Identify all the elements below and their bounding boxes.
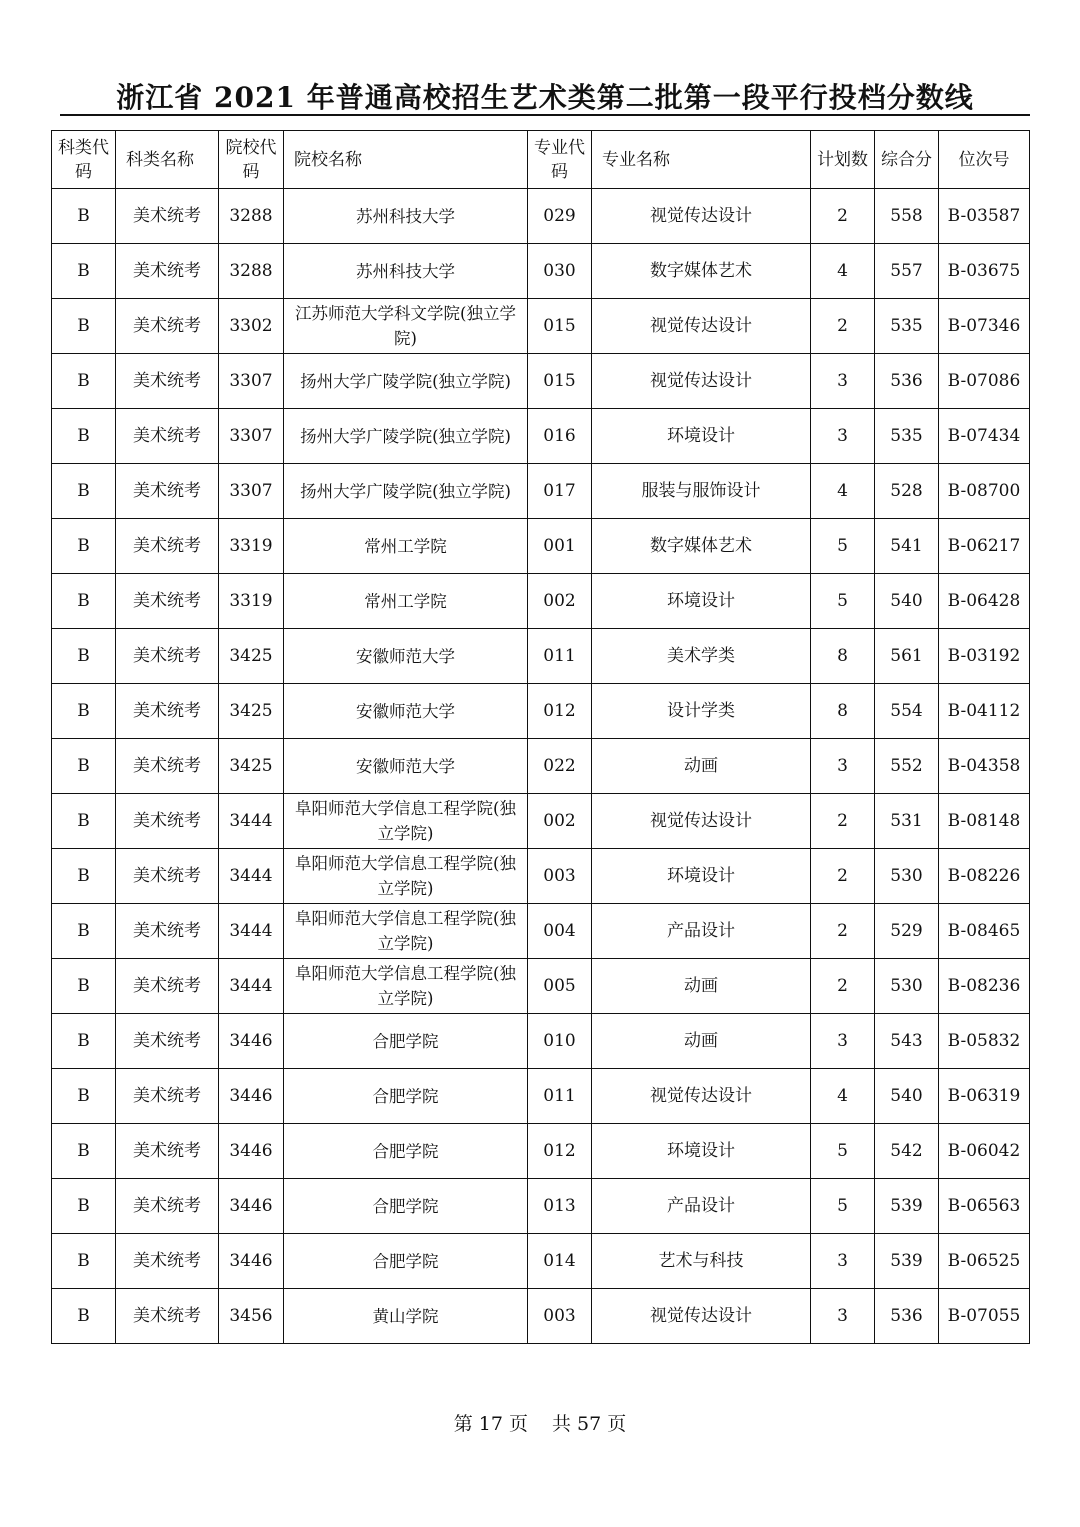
major-name-cell: 环境设计 (592, 574, 811, 629)
category-code-cell: B (52, 849, 116, 904)
table-row (52, 189, 1030, 244)
major-code-cell: 022 (528, 739, 592, 794)
major-name-cell: 数字媒体艺术 (592, 519, 811, 574)
rank-number-cell: B-07346 (939, 299, 1030, 354)
category-name-cell: 美术统考 (116, 959, 219, 1014)
rank-number-cell: B-06525 (939, 1234, 1030, 1289)
title-underline (60, 114, 1030, 116)
category-name-cell: 美术统考 (116, 629, 219, 684)
table-body (52, 189, 1030, 1344)
rank-number-cell: B-06563 (939, 1179, 1030, 1234)
major-code-cell: 003 (528, 849, 592, 904)
plan-count-cell: 2 (811, 849, 875, 904)
major-code-cell: 030 (528, 244, 592, 299)
rank-number-cell: B-05832 (939, 1014, 1030, 1069)
major-code-cell: 012 (528, 684, 592, 739)
category-name-cell: 美术统考 (116, 1234, 219, 1289)
school-code-cell: 3307 (219, 464, 284, 519)
header-plan-count: 计划数 (811, 131, 875, 189)
table-row (52, 519, 1030, 574)
header-school-code: 院校代码 (219, 131, 284, 189)
composite-score-cell: 552 (875, 739, 939, 794)
school-code-cell: 3425 (219, 684, 284, 739)
table-row (52, 904, 1030, 959)
school-name-cell: 扬州大学广陵学院(独立学院) (284, 464, 528, 519)
table-row (52, 299, 1030, 354)
school-code-cell: 3444 (219, 904, 284, 959)
school-code-cell: 3446 (219, 1069, 284, 1124)
rank-number-cell: B-06428 (939, 574, 1030, 629)
header-school-name: 院校名称 (284, 131, 528, 189)
header-composite-score: 综合分 (875, 131, 939, 189)
major-name-cell: 动画 (592, 1014, 811, 1069)
score-table (51, 130, 1030, 1344)
major-code-cell: 010 (528, 1014, 592, 1069)
composite-score-cell: 531 (875, 794, 939, 849)
rank-number-cell: B-08148 (939, 794, 1030, 849)
category-name-cell: 美术统考 (116, 244, 219, 299)
major-name-cell: 视觉传达设计 (592, 1069, 811, 1124)
school-code-cell: 3307 (219, 409, 284, 464)
school-name-cell: 安徽师范大学 (284, 739, 528, 794)
rank-number-cell: B-07055 (939, 1289, 1030, 1344)
composite-score-cell: 539 (875, 1234, 939, 1289)
table-row (52, 1289, 1030, 1344)
school-code-cell: 3288 (219, 189, 284, 244)
rank-number-cell: B-03587 (939, 189, 1030, 244)
school-name-cell: 安徽师范大学 (284, 629, 528, 684)
major-code-cell: 011 (528, 1069, 592, 1124)
major-name-cell: 视觉传达设计 (592, 189, 811, 244)
school-name-cell: 扬州大学广陵学院(独立学院) (284, 354, 528, 409)
plan-count-cell: 2 (811, 794, 875, 849)
plan-count-cell: 5 (811, 519, 875, 574)
category-name-cell: 美术统考 (116, 1124, 219, 1179)
category-code-cell: B (52, 1124, 116, 1179)
rank-number-cell: B-08236 (939, 959, 1030, 1014)
school-name-cell: 苏州科技大学 (284, 244, 528, 299)
composite-score-cell: 530 (875, 849, 939, 904)
major-name-cell: 产品设计 (592, 1179, 811, 1234)
school-code-cell: 3444 (219, 849, 284, 904)
composite-score-cell: 557 (875, 244, 939, 299)
category-code-cell: B (52, 794, 116, 849)
school-code-cell: 3319 (219, 574, 284, 629)
category-name-cell: 美术统考 (116, 1289, 219, 1344)
category-code-cell: B (52, 904, 116, 959)
major-code-cell: 003 (528, 1289, 592, 1344)
major-name-cell: 设计学类 (592, 684, 811, 739)
table-row (52, 849, 1030, 904)
major-code-cell: 011 (528, 629, 592, 684)
table-row (52, 574, 1030, 629)
major-name-cell: 视觉传达设计 (592, 299, 811, 354)
composite-score-cell: 554 (875, 684, 939, 739)
category-code-cell: B (52, 1234, 116, 1289)
rank-number-cell: B-04358 (939, 739, 1030, 794)
plan-count-cell: 5 (811, 1124, 875, 1179)
major-name-cell: 动画 (592, 739, 811, 794)
category-name-cell: 美术统考 (116, 904, 219, 959)
plan-count-cell: 8 (811, 629, 875, 684)
page-title: 浙江省 2021 年普通高校招生艺术类第二批第一段平行投档分数线 (116, 81, 974, 114)
category-name-cell: 美术统考 (116, 739, 219, 794)
major-code-cell: 002 (528, 794, 592, 849)
plan-count-cell: 3 (811, 354, 875, 409)
rank-number-cell: B-03675 (939, 244, 1030, 299)
category-name-cell: 美术统考 (116, 684, 219, 739)
plan-count-cell: 4 (811, 244, 875, 299)
plan-count-cell: 8 (811, 684, 875, 739)
major-name-cell: 服装与服饰设计 (592, 464, 811, 519)
category-code-cell: B (52, 574, 116, 629)
category-code-cell: B (52, 244, 116, 299)
rank-number-cell: B-08465 (939, 904, 1030, 959)
school-code-cell: 3446 (219, 1124, 284, 1179)
school-name-cell: 合肥学院 (284, 1124, 528, 1179)
major-code-cell: 001 (528, 519, 592, 574)
category-name-cell: 美术统考 (116, 464, 219, 519)
table-row (52, 1179, 1030, 1234)
major-code-cell: 017 (528, 464, 592, 519)
school-code-cell: 3444 (219, 959, 284, 1014)
composite-score-cell: 561 (875, 629, 939, 684)
major-code-cell: 002 (528, 574, 592, 629)
major-name-cell: 视觉传达设计 (592, 794, 811, 849)
table-header-row (52, 131, 1030, 189)
table-row (52, 794, 1030, 849)
plan-count-cell: 3 (811, 1289, 875, 1344)
category-name-cell: 美术统考 (116, 794, 219, 849)
school-code-cell: 3307 (219, 354, 284, 409)
major-name-cell: 艺术与科技 (592, 1234, 811, 1289)
school-name-cell: 阜阳师范大学信息工程学院(独立学院) (284, 794, 528, 849)
composite-score-cell: 536 (875, 354, 939, 409)
composite-score-cell: 542 (875, 1124, 939, 1179)
school-code-cell: 3425 (219, 629, 284, 684)
category-code-cell: B (52, 684, 116, 739)
table-row (52, 1124, 1030, 1179)
rank-number-cell: B-04112 (939, 684, 1030, 739)
category-code-cell: B (52, 1179, 116, 1234)
composite-score-cell: 535 (875, 409, 939, 464)
plan-count-cell: 4 (811, 464, 875, 519)
major-code-cell: 015 (528, 299, 592, 354)
school-name-cell: 扬州大学广陵学院(独立学院) (284, 409, 528, 464)
plan-count-cell: 3 (811, 409, 875, 464)
composite-score-cell: 543 (875, 1014, 939, 1069)
major-name-cell: 美术学类 (592, 629, 811, 684)
composite-score-cell: 529 (875, 904, 939, 959)
plan-count-cell: 3 (811, 739, 875, 794)
header-major-name: 专业名称 (592, 131, 811, 189)
major-name-cell: 产品设计 (592, 904, 811, 959)
rank-number-cell: B-06319 (939, 1069, 1030, 1124)
school-name-cell: 合肥学院 (284, 1069, 528, 1124)
rank-number-cell: B-08700 (939, 464, 1030, 519)
major-name-cell: 环境设计 (592, 409, 811, 464)
major-name-cell: 动画 (592, 959, 811, 1014)
category-name-cell: 美术统考 (116, 354, 219, 409)
plan-count-cell: 5 (811, 574, 875, 629)
composite-score-cell: 541 (875, 519, 939, 574)
major-name-cell: 视觉传达设计 (592, 1289, 811, 1344)
composite-score-cell: 540 (875, 574, 939, 629)
category-name-cell: 美术统考 (116, 189, 219, 244)
category-code-cell: B (52, 1289, 116, 1344)
table-row (52, 354, 1030, 409)
school-code-cell: 3446 (219, 1014, 284, 1069)
composite-score-cell: 539 (875, 1179, 939, 1234)
page-footer (0, 1409, 1080, 1436)
category-code-cell: B (52, 299, 116, 354)
major-code-cell: 014 (528, 1234, 592, 1289)
rank-number-cell: B-03192 (939, 629, 1030, 684)
category-name-cell: 美术统考 (116, 1179, 219, 1234)
school-code-cell: 3446 (219, 1234, 284, 1289)
plan-count-cell: 2 (811, 904, 875, 959)
school-code-cell: 3425 (219, 739, 284, 794)
category-name-cell: 美术统考 (116, 1069, 219, 1124)
school-name-cell: 常州工学院 (284, 574, 528, 629)
composite-score-cell: 540 (875, 1069, 939, 1124)
table-row (52, 1069, 1030, 1124)
major-code-cell: 029 (528, 189, 592, 244)
school-name-cell: 合肥学院 (284, 1014, 528, 1069)
major-code-cell: 015 (528, 354, 592, 409)
composite-score-cell: 536 (875, 1289, 939, 1344)
page-number: 第 17 页 (453, 1413, 528, 1435)
school-name-cell: 常州工学院 (284, 519, 528, 574)
school-name-cell: 江苏师范大学科文学院(独立学院) (284, 299, 528, 354)
rank-number-cell: B-08226 (939, 849, 1030, 904)
major-name-cell: 数字媒体艺术 (592, 244, 811, 299)
category-name-cell: 美术统考 (116, 574, 219, 629)
school-code-cell: 3444 (219, 794, 284, 849)
page-total: 共 57 页 (552, 1413, 627, 1435)
school-name-cell: 苏州科技大学 (284, 189, 528, 244)
category-code-cell: B (52, 739, 116, 794)
table-row (52, 1234, 1030, 1289)
major-code-cell: 005 (528, 959, 592, 1014)
school-code-cell: 3319 (219, 519, 284, 574)
school-code-cell: 3302 (219, 299, 284, 354)
header-rank-number: 位次号 (939, 131, 1030, 189)
school-name-cell: 阜阳师范大学信息工程学院(独立学院) (284, 849, 528, 904)
major-code-cell: 016 (528, 409, 592, 464)
school-name-cell: 合肥学院 (284, 1179, 528, 1234)
category-code-cell: B (52, 1069, 116, 1124)
major-name-cell: 环境设计 (592, 849, 811, 904)
plan-count-cell: 2 (811, 959, 875, 1014)
category-code-cell: B (52, 629, 116, 684)
school-code-cell: 3456 (219, 1289, 284, 1344)
rank-number-cell: B-07434 (939, 409, 1030, 464)
category-code-cell: B (52, 464, 116, 519)
rank-number-cell: B-06042 (939, 1124, 1030, 1179)
school-name-cell: 合肥学院 (284, 1234, 528, 1289)
school-name-cell: 阜阳师范大学信息工程学院(独立学院) (284, 904, 528, 959)
table-row (52, 244, 1030, 299)
composite-score-cell: 530 (875, 959, 939, 1014)
plan-count-cell: 3 (811, 1014, 875, 1069)
table-row (52, 684, 1030, 739)
major-name-cell: 环境设计 (592, 1124, 811, 1179)
plan-count-cell: 4 (811, 1069, 875, 1124)
plan-count-cell: 2 (811, 299, 875, 354)
table-row (52, 629, 1030, 684)
table-row (52, 409, 1030, 464)
category-code-cell: B (52, 1014, 116, 1069)
plan-count-cell: 2 (811, 189, 875, 244)
composite-score-cell: 528 (875, 464, 939, 519)
category-code-cell: B (52, 189, 116, 244)
plan-count-cell: 5 (811, 1179, 875, 1234)
category-name-cell: 美术统考 (116, 299, 219, 354)
table-row (52, 464, 1030, 519)
category-name-cell: 美术统考 (116, 409, 219, 464)
composite-score-cell: 558 (875, 189, 939, 244)
school-name-cell: 安徽师范大学 (284, 684, 528, 739)
header-category-code: 科类代码 (52, 131, 116, 189)
category-code-cell: B (52, 409, 116, 464)
composite-score-cell: 535 (875, 299, 939, 354)
category-code-cell: B (52, 959, 116, 1014)
category-name-cell: 美术统考 (116, 519, 219, 574)
table-row (52, 1014, 1030, 1069)
rank-number-cell: B-06217 (939, 519, 1030, 574)
header-category-name: 科类名称 (116, 131, 219, 189)
rank-number-cell: B-07086 (939, 354, 1030, 409)
school-name-cell: 黄山学院 (284, 1289, 528, 1344)
category-name-cell: 美术统考 (116, 1014, 219, 1069)
major-code-cell: 012 (528, 1124, 592, 1179)
major-name-cell: 视觉传达设计 (592, 354, 811, 409)
category-code-cell: B (52, 354, 116, 409)
school-name-cell: 阜阳师范大学信息工程学院(独立学院) (284, 959, 528, 1014)
category-name-cell: 美术统考 (116, 849, 219, 904)
major-code-cell: 004 (528, 904, 592, 959)
major-code-cell: 013 (528, 1179, 592, 1234)
school-code-cell: 3446 (219, 1179, 284, 1234)
category-code-cell: B (52, 519, 116, 574)
school-code-cell: 3288 (219, 244, 284, 299)
table-row (52, 959, 1030, 1014)
header-major-code: 专业代码 (528, 131, 592, 189)
plan-count-cell: 3 (811, 1234, 875, 1289)
table-row (52, 739, 1030, 794)
